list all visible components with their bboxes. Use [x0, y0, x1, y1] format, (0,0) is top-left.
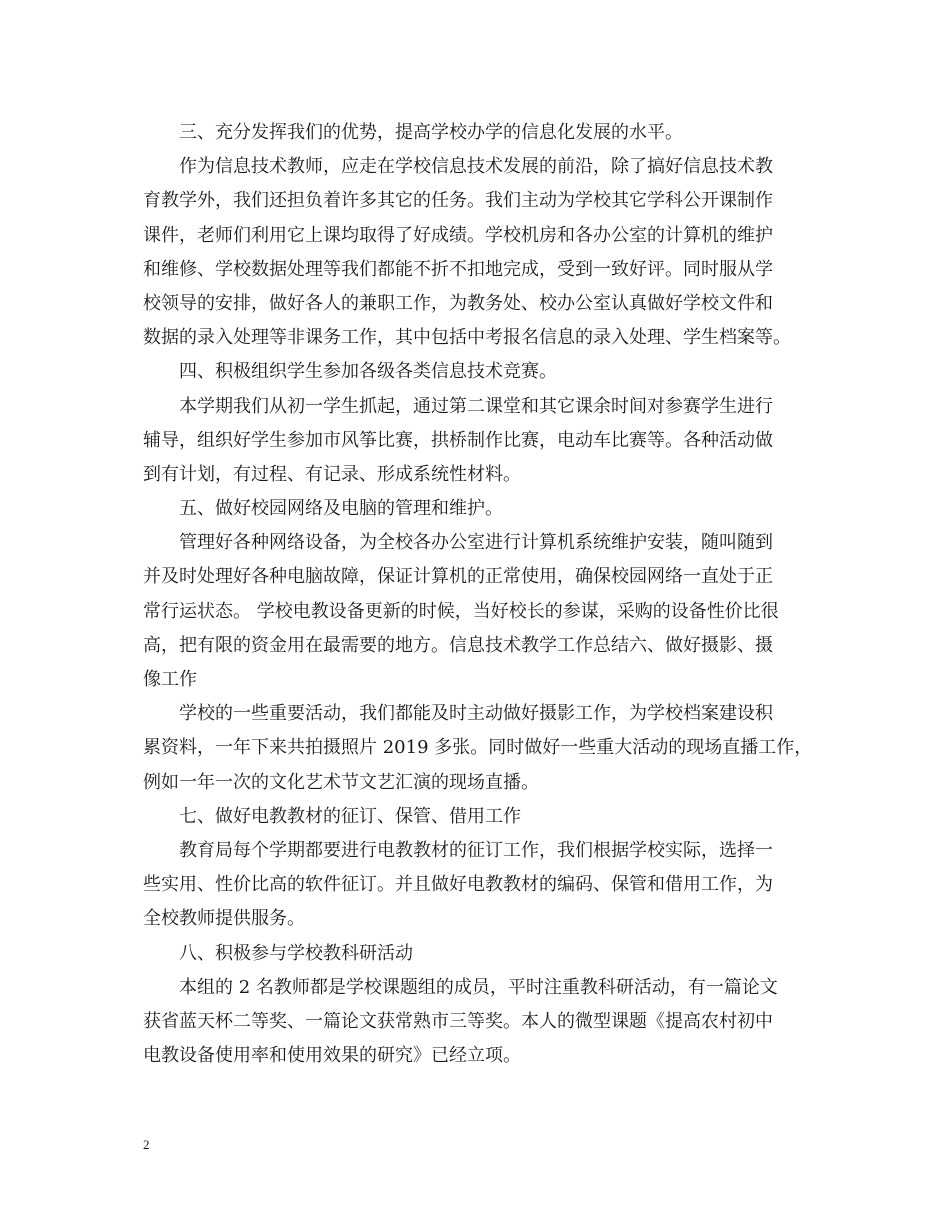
text-line: 电教设备使用率和使用效果的研究》已经立项。 — [143, 1045, 521, 1067]
text-line: 八、积极参与学校教科研活动 — [179, 942, 413, 964]
text-line: 数据的录入处理等非课务工作，其中包括中考报名信息的录入处理、学生档案等。 — [143, 327, 791, 349]
text-line: 四、积极组织学生参加各级各类信息技术竞赛。 — [179, 361, 557, 383]
text-line: 作为信息技术教师，应走在学校信息技术发展的前沿，除了搞好信息技术教 — [179, 156, 773, 178]
text-line: 并及时处理好各种电脑故障，保证计算机的正常使用，确保校园网络一直处于正 — [143, 566, 773, 588]
text-line: 育教学外，我们还担负着许多其它的任务。我们主动为学校其它学科公开课制作 — [143, 190, 773, 212]
text-line: 到有计划，有过程、有记录、形成系统性材料。 — [143, 463, 521, 485]
text-line: 辅导，组织好学生参加市风筝比赛，拱桥制作比赛，电动车比赛等。各种活动做 — [143, 429, 773, 451]
text-line: 七、做好电教教材的征订、保管、借用工作 — [179, 805, 521, 827]
text-line: 全校教师提供服务。 — [143, 908, 305, 930]
text-line: 例如一年一次的文化艺术节文艺汇演的现场直播。 — [143, 771, 539, 793]
text-line: 像工作 — [143, 669, 197, 690]
text-line: 管理好各种网络设备，为全校各办公室进行计算机系统维护安装，随叫随到 — [179, 532, 773, 554]
text-line: 校领导的安排，做好各人的兼职工作，为教务处、校办公室认真做好学校文件和 — [143, 292, 773, 314]
text-line: 获省蓝天杯二等奖、一篇论文获常熟市三等奖。本人的微型课题《提高农村初中 — [143, 1010, 773, 1032]
text-line: 高，把有限的资金用在最需要的地方。信息技术教学工作总结六、做好摄影、摄 — [143, 634, 773, 656]
text-line: 学校的一些重要活动，我们都能及时主动做好摄影工作，为学校档案建设积 — [179, 703, 773, 725]
text-line: 本学期我们从初一学生抓起，通过第二课堂和其它课余时间对参赛学生进行 — [179, 395, 773, 417]
text-line: 本组的 2 名教师都是学校课题组的成员，平时注重教科研活动，有一篇论文 — [179, 976, 778, 998]
body-text — [143, 116, 813, 1073]
text-line: 累资料，一年下来共拍摄照片 2019 多张。同时做好一些重大活动的现场直播工作， — [143, 737, 813, 759]
text-line: 课件，老师们利用它上课均取得了好成绩。学校机房和各办公室的计算机的维护 — [143, 224, 773, 246]
page-number: 2 — [143, 1137, 150, 1152]
text-line: 常行运状态。 学校电教设备更新的时候，当好校长的参谋，采购的设备性价比很 — [143, 600, 779, 622]
text-line: 三、充分发挥我们的优势，提高学校办学的信息化发展的水平。 — [179, 122, 683, 143]
text-line: 些实用、性价比高的软件征订。并且做好电教教材的编码、保管和借用工作，为 — [143, 874, 773, 896]
text-line: 和维修、学校数据处理等我们都能不折不扣地完成，受到一致好评。同时服从学 — [143, 258, 773, 280]
text-line: 五、做好校园网络及电脑的管理和维护。 — [179, 498, 503, 520]
text-line: 教育局每个学期都要进行电教教材的征订工作，我们根据学校实际，选择一 — [179, 839, 773, 861]
